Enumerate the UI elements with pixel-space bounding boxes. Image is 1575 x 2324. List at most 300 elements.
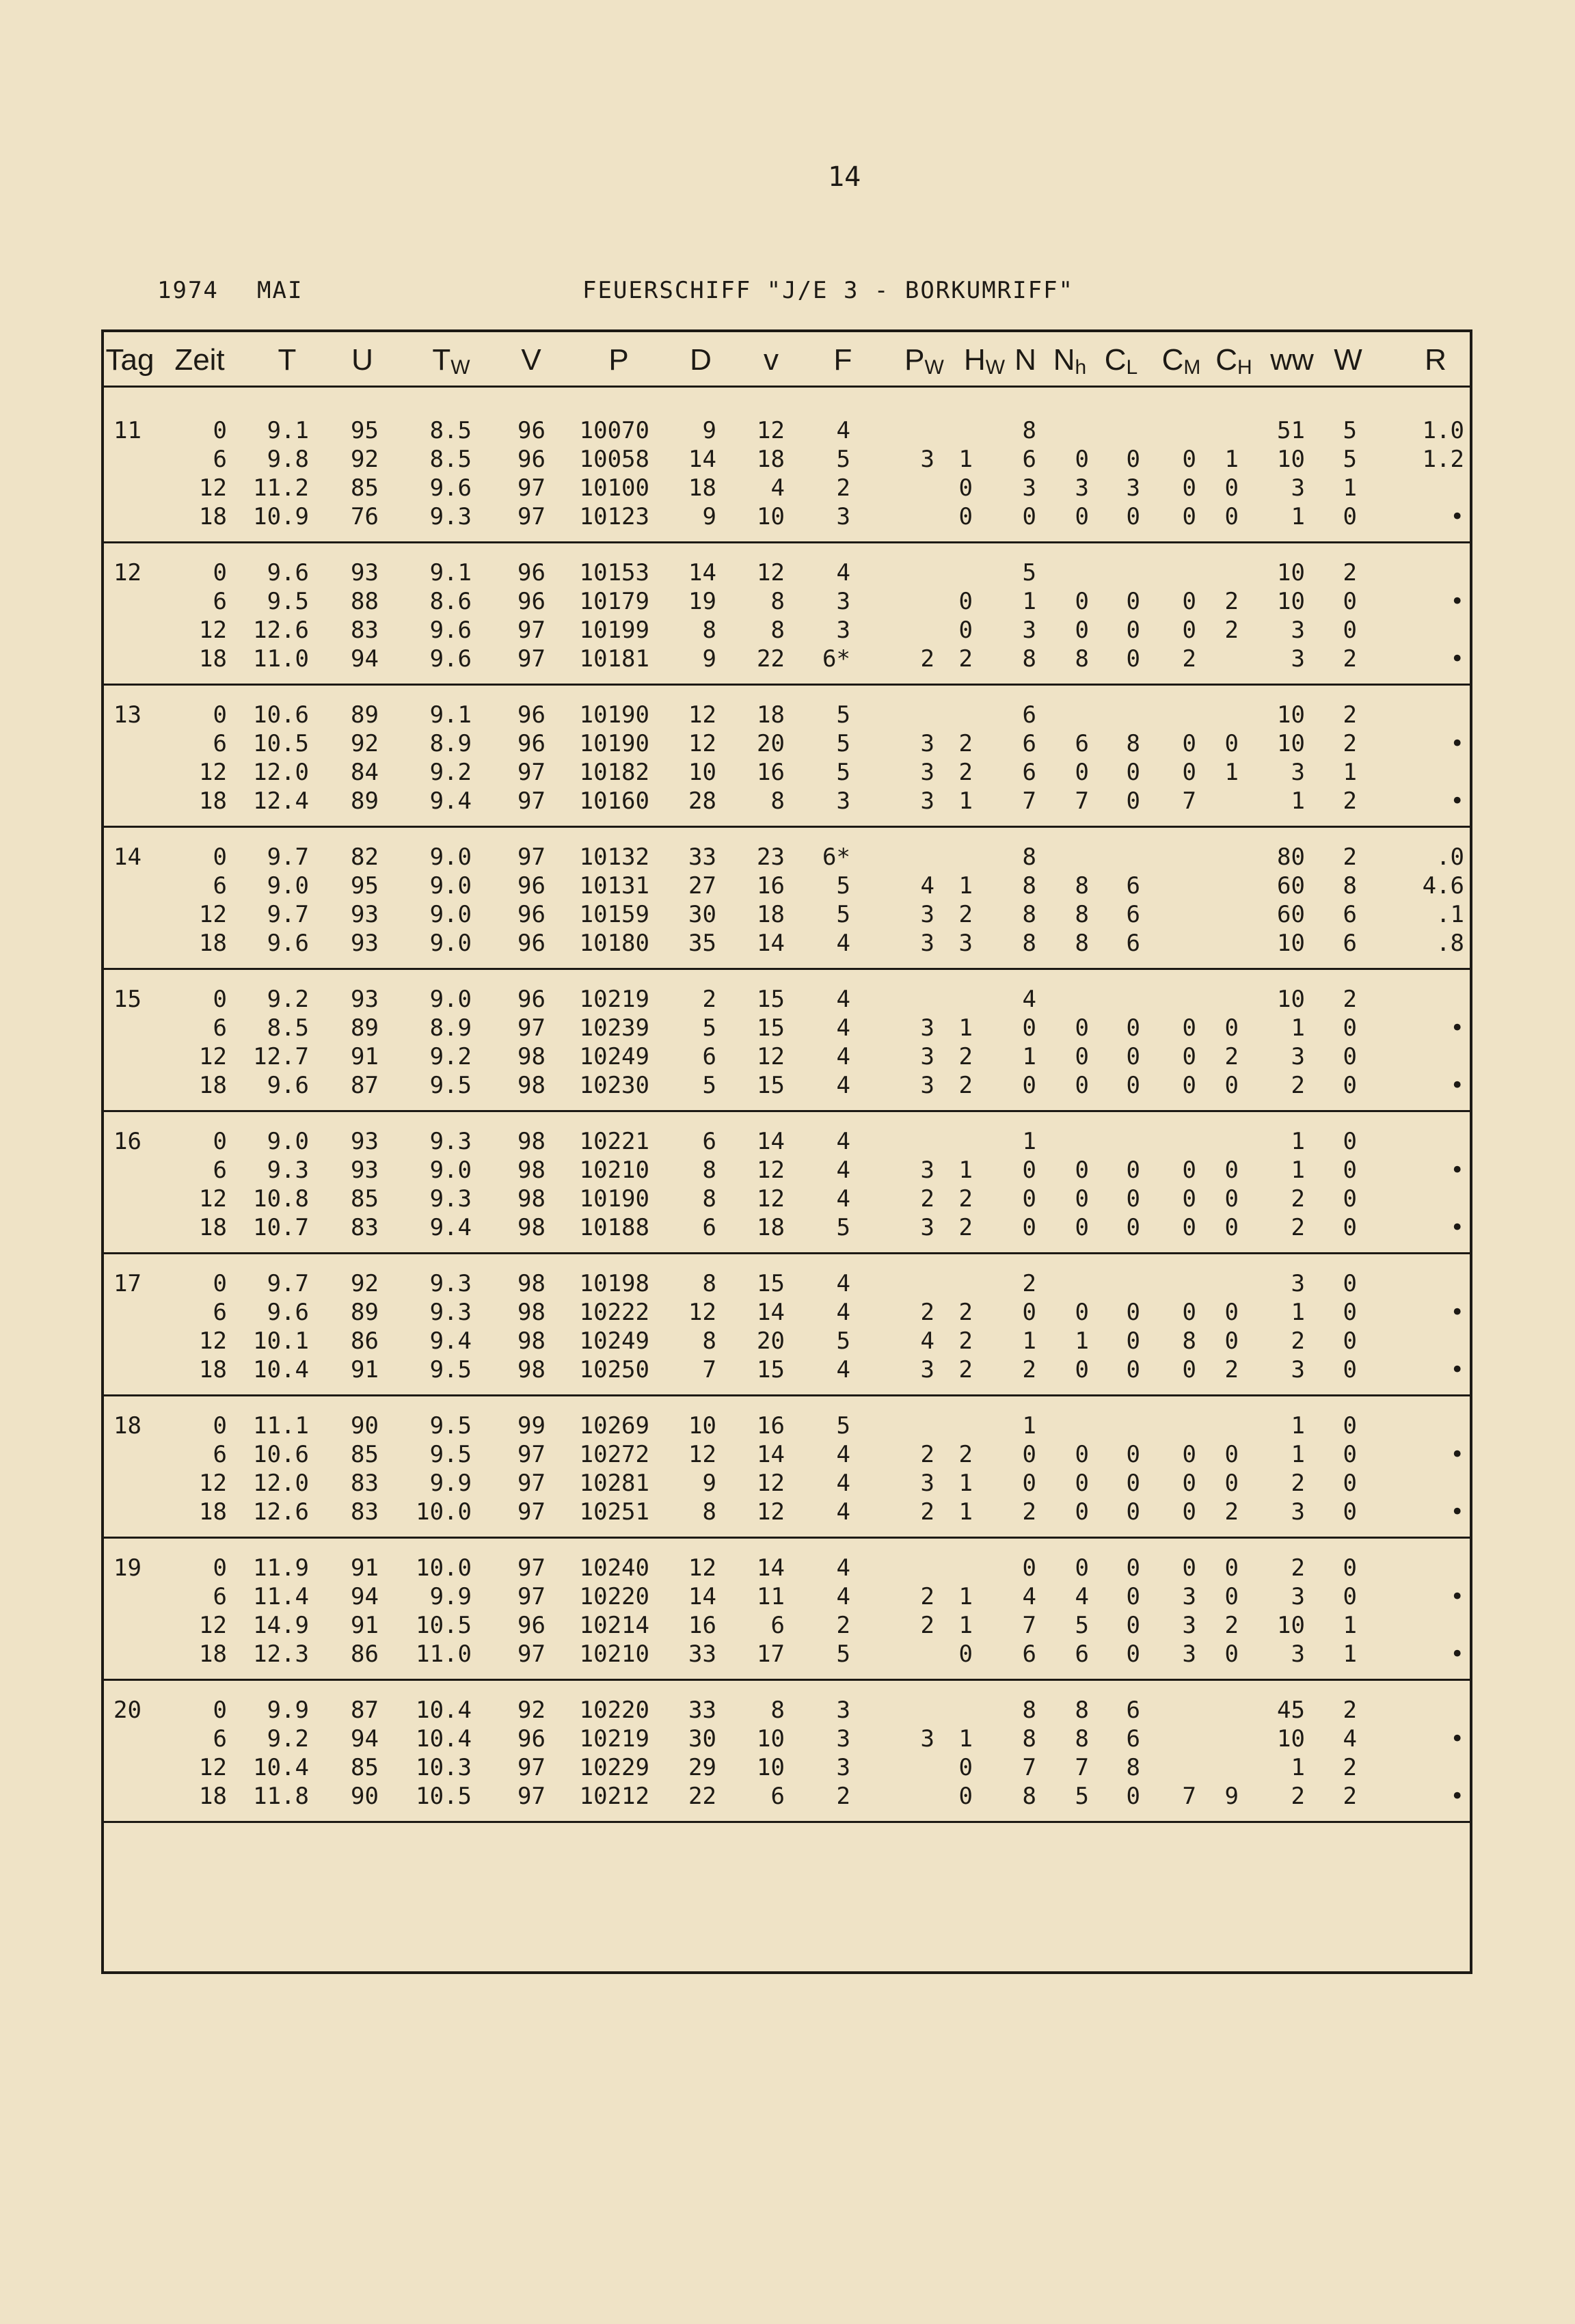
cell-zeit: 6 [213, 872, 227, 900]
cell-d: 14 [688, 446, 716, 473]
cell-v-speed: 15 [757, 1356, 785, 1383]
cell-cl: 0 [1126, 1441, 1140, 1468]
cell-nh: 7 [1075, 1754, 1089, 1781]
cell-t: 10.9 [253, 503, 309, 530]
cell-tag: 16 [113, 1128, 142, 1155]
cell-v-speed: 6 [770, 1783, 785, 1810]
cell-cl: 3 [1126, 474, 1140, 502]
cell-n: 2 [1022, 1270, 1036, 1297]
cell-v: 97 [517, 474, 546, 502]
cell-nh: 0 [1075, 503, 1089, 530]
cell-ww: 1 [1291, 1157, 1305, 1184]
header-title: FEUERSCHIFF "J/E 3 - BORKUMRIFF" [582, 277, 1075, 304]
cell-p: 10272 [579, 1441, 649, 1468]
cell-tw: 9.6 [429, 645, 472, 673]
cell-cm: 0 [1182, 1072, 1196, 1099]
cell-hw: 0 [958, 474, 973, 502]
row-divider [101, 1821, 1472, 1823]
cell-f: 3 [836, 617, 850, 644]
cell-t: 12.0 [253, 1470, 309, 1497]
cell-hw: 2 [958, 901, 973, 928]
cell-p: 10220 [579, 1697, 649, 1724]
cell-ww: 45 [1277, 1697, 1305, 1724]
cell-t: 12.7 [253, 1043, 309, 1070]
cell-cl: 6 [1126, 872, 1140, 900]
cell-hw: 2 [958, 1441, 973, 1468]
cell-tw: 9.2 [429, 759, 472, 786]
cell-tw: 9.0 [429, 901, 472, 928]
cell-ww: 2 [1291, 1327, 1305, 1355]
cell-t: 10.7 [253, 1214, 309, 1241]
cell-u: 92 [351, 446, 379, 473]
cell-w: 0 [1343, 503, 1357, 530]
cell-f: 4 [836, 1470, 850, 1497]
cell-u: 89 [351, 1299, 379, 1326]
cell-w: 0 [1343, 1157, 1357, 1184]
cell-ww: 3 [1291, 759, 1305, 786]
cell-v: 96 [517, 446, 546, 473]
column-header-label: v [764, 343, 779, 377]
cell-p: 10230 [579, 1072, 649, 1099]
cell-t: 11.8 [253, 1783, 309, 1810]
cell-d: 12 [688, 1299, 716, 1326]
cell-n: 0 [1022, 1014, 1036, 1042]
cell-cm: 3 [1182, 1612, 1196, 1639]
cell-hw: 0 [958, 1754, 973, 1781]
cell-zeit: 18 [199, 787, 227, 815]
cell-pw: 4 [920, 872, 934, 900]
cell-t: 10.1 [253, 1327, 309, 1355]
cell-d: 16 [688, 1612, 716, 1639]
cell-pw: 3 [920, 1725, 934, 1753]
cell-ch: 0 [1224, 730, 1239, 757]
cell-cl: 0 [1126, 1783, 1140, 1810]
cell-r: • [1450, 1356, 1464, 1383]
column-header-label: P [608, 343, 629, 377]
cell-hw: 1 [958, 1014, 973, 1042]
cell-p: 10070 [579, 417, 649, 444]
cell-u: 87 [351, 1697, 379, 1724]
column-header-t [246, 343, 328, 377]
cell-cl: 6 [1126, 1725, 1140, 1753]
cell-tw: 9.9 [429, 1470, 472, 1497]
cell-v: 98 [517, 1157, 546, 1184]
cell-v: 97 [517, 617, 546, 644]
cell-f: 5 [836, 730, 850, 757]
cell-d: 6 [702, 1128, 716, 1155]
row-divider [101, 968, 1472, 970]
cell-ch: 0 [1224, 1327, 1239, 1355]
cell-nh: 0 [1075, 1356, 1089, 1383]
cell-hw: 1 [958, 1725, 973, 1753]
cell-nh: 0 [1075, 1072, 1089, 1099]
cell-u: 85 [351, 1441, 379, 1468]
cell-w: 0 [1343, 1299, 1357, 1326]
cell-pw: 4 [920, 1327, 934, 1355]
cell-u: 91 [351, 1043, 379, 1070]
row-divider [101, 386, 1472, 388]
cell-ww: 1 [1291, 1441, 1305, 1468]
cell-ww: 1 [1291, 1128, 1305, 1155]
cell-hw: 1 [958, 787, 973, 815]
cell-ww: 3 [1291, 1498, 1305, 1526]
cell-tw: 9.0 [429, 986, 472, 1013]
cell-cl: 0 [1126, 1299, 1140, 1326]
cell-w: 5 [1343, 446, 1357, 473]
cell-u: 92 [351, 1270, 379, 1297]
cell-nh: 6 [1075, 730, 1089, 757]
cell-nh: 1 [1075, 1327, 1089, 1355]
cell-v-speed: 18 [757, 446, 785, 473]
cell-d: 27 [688, 872, 716, 900]
cell-u: 91 [351, 1612, 379, 1639]
cell-cl: 0 [1126, 1043, 1140, 1070]
cell-u: 89 [351, 787, 379, 815]
cell-tw: 9.3 [429, 1270, 472, 1297]
cell-hw: 3 [958, 930, 973, 957]
cell-tw: 8.9 [429, 1014, 472, 1042]
cell-tw: 8.5 [429, 417, 472, 444]
column-header-label: D [690, 343, 712, 377]
column-header-label: V [521, 343, 541, 377]
cell-w: 0 [1343, 588, 1357, 615]
cell-ww: 1 [1291, 1754, 1305, 1781]
cell-zeit: 12 [199, 759, 227, 786]
cell-f: 4 [836, 559, 850, 586]
cell-ww: 10 [1277, 701, 1305, 729]
column-header-label: N [1014, 343, 1036, 377]
cell-tag: 19 [113, 1554, 142, 1582]
cell-f: 4 [836, 986, 850, 1013]
cell-n: 0 [1022, 1554, 1036, 1582]
cell-cl: 6 [1126, 1697, 1140, 1724]
cell-pw: 3 [920, 930, 934, 957]
cell-n: 8 [1022, 901, 1036, 928]
cell-ch: 1 [1224, 759, 1239, 786]
cell-zeit: 12 [199, 1327, 227, 1355]
cell-v: 92 [517, 1697, 546, 1724]
column-header-label: P [904, 343, 925, 377]
cell-v: 96 [517, 901, 546, 928]
cell-n: 2 [1022, 1356, 1036, 1383]
cell-ww: 3 [1291, 617, 1305, 644]
cell-r: • [1450, 588, 1464, 615]
cell-cm: 0 [1182, 503, 1196, 530]
cell-d: 10 [688, 759, 716, 786]
cell-tw: 8.5 [429, 446, 472, 473]
cell-n: 7 [1022, 1754, 1036, 1781]
cell-w: 2 [1343, 1783, 1357, 1810]
cell-w: 5 [1343, 417, 1357, 444]
column-header-v-speed [730, 343, 812, 377]
cell-f: 4 [836, 1157, 850, 1184]
cell-n: 8 [1022, 930, 1036, 957]
cell-ww: 10 [1277, 1725, 1305, 1753]
cell-ww: 60 [1277, 872, 1305, 900]
cell-tw: 9.4 [429, 1214, 472, 1241]
cell-v-speed: 6 [770, 1612, 785, 1639]
cell-p: 10249 [579, 1043, 649, 1070]
cell-v-speed: 20 [757, 1327, 785, 1355]
cell-cl: 0 [1126, 1014, 1140, 1042]
cell-f: 5 [836, 872, 850, 900]
cell-zeit: 12 [199, 1043, 227, 1070]
cell-v: 97 [517, 759, 546, 786]
cell-cl: 0 [1126, 1612, 1140, 1639]
cell-f: 5 [836, 1640, 850, 1668]
cell-d: 19 [688, 588, 716, 615]
cell-t: 9.9 [267, 1697, 309, 1724]
cell-t: 10.4 [253, 1356, 309, 1383]
cell-p: 10190 [579, 701, 649, 729]
cell-v: 98 [517, 1327, 546, 1355]
cell-n: 8 [1022, 645, 1036, 673]
cell-ch: 2 [1224, 1612, 1239, 1639]
cell-r: • [1450, 1214, 1464, 1241]
cell-cm: 0 [1182, 730, 1196, 757]
cell-hw: 1 [958, 1498, 973, 1526]
cell-ch: 0 [1224, 1583, 1239, 1610]
cell-u: 84 [351, 759, 379, 786]
cell-r: • [1450, 1014, 1464, 1042]
cell-f: 3 [836, 588, 850, 615]
cell-ww: 2 [1291, 1214, 1305, 1241]
cell-p: 10222 [579, 1299, 649, 1326]
cell-t: 9.0 [267, 872, 309, 900]
cell-zeit: 18 [199, 1640, 227, 1668]
cell-n: 4 [1022, 986, 1036, 1013]
cell-cm: 3 [1182, 1640, 1196, 1668]
cell-v: 97 [517, 1583, 546, 1610]
cell-p: 10132 [579, 843, 649, 871]
cell-w: 2 [1343, 1697, 1357, 1724]
cell-cm: 0 [1182, 474, 1196, 502]
cell-f: 4 [836, 1270, 850, 1297]
cell-v-speed: 8 [770, 1697, 785, 1724]
cell-zeit: 6 [213, 588, 227, 615]
cell-cl: 6 [1126, 930, 1140, 957]
cell-zeit: 0 [213, 1697, 227, 1724]
cell-v-speed: 17 [757, 1640, 785, 1668]
cell-zeit: 6 [213, 1157, 227, 1184]
cell-cm: 7 [1182, 787, 1196, 815]
cell-w: 0 [1343, 1470, 1357, 1497]
cell-t: 9.3 [267, 1157, 309, 1184]
cell-d: 9 [702, 1470, 716, 1497]
column-header-subscript: h [1075, 356, 1087, 379]
column-header-v [490, 343, 572, 377]
cell-v: 98 [517, 1214, 546, 1241]
cell-p: 10131 [579, 872, 649, 900]
cell-v: 96 [517, 417, 546, 444]
cell-zeit: 12 [199, 617, 227, 644]
cell-t: 12.6 [253, 617, 309, 644]
column-header-label: Zeit [174, 343, 225, 377]
cell-p: 10220 [579, 1583, 649, 1610]
cell-ch: 0 [1224, 1299, 1239, 1326]
cell-t: 11.2 [253, 474, 309, 502]
cell-pw: 2 [920, 645, 934, 673]
cell-cl: 0 [1126, 1157, 1140, 1184]
cell-v-speed: 18 [757, 901, 785, 928]
cell-hw: 2 [958, 1043, 973, 1070]
cell-ww: 3 [1291, 1640, 1305, 1668]
cell-nh: 8 [1075, 901, 1089, 928]
cell-v-speed: 16 [757, 872, 785, 900]
cell-tw: 9.3 [429, 1185, 472, 1213]
cell-cl: 8 [1126, 730, 1140, 757]
cell-hw: 0 [958, 617, 973, 644]
cell-t: 10.8 [253, 1185, 309, 1213]
cell-d: 8 [702, 1498, 716, 1526]
cell-p: 10210 [579, 1157, 649, 1184]
cell-t: 9.6 [267, 559, 309, 586]
cell-tag: 18 [113, 1412, 142, 1440]
cell-hw: 1 [958, 1157, 973, 1184]
cell-d: 22 [688, 1783, 716, 1810]
cell-tw: 9.0 [429, 930, 472, 957]
cell-zeit: 18 [199, 645, 227, 673]
cell-d: 28 [688, 787, 716, 815]
row-divider [101, 1252, 1472, 1254]
cell-r: 4.6 [1422, 872, 1464, 900]
cell-cm: 0 [1182, 446, 1196, 473]
cell-t: 12.4 [253, 787, 309, 815]
cell-d: 33 [688, 843, 716, 871]
cell-v-speed: 12 [757, 559, 785, 586]
cell-cl: 0 [1126, 1214, 1140, 1241]
cell-f: 4 [836, 1554, 850, 1582]
cell-ww: 2 [1291, 1072, 1305, 1099]
cell-p: 10180 [579, 930, 649, 957]
cell-n: 7 [1022, 1612, 1036, 1639]
cell-p: 10250 [579, 1356, 649, 1383]
cell-ww: 51 [1277, 417, 1305, 444]
cell-zeit: 6 [213, 1725, 227, 1753]
cell-v-speed: 14 [757, 1554, 785, 1582]
cell-zeit: 12 [199, 1612, 227, 1639]
cell-t: 10.6 [253, 1441, 309, 1468]
cell-v: 96 [517, 1725, 546, 1753]
cell-nh: 0 [1075, 759, 1089, 786]
cell-f: 6* [822, 843, 850, 871]
cell-d: 12 [688, 1441, 716, 1468]
cell-r: • [1450, 1441, 1464, 1468]
cell-ww: 10 [1277, 559, 1305, 586]
cell-v-speed: 20 [757, 730, 785, 757]
cell-u: 86 [351, 1640, 379, 1668]
cell-ch: 0 [1224, 1072, 1239, 1099]
cell-f: 4 [836, 1043, 850, 1070]
cell-f: 3 [836, 1697, 850, 1724]
cell-hw: 0 [958, 503, 973, 530]
cell-nh: 5 [1075, 1612, 1089, 1639]
cell-r: • [1450, 1498, 1464, 1526]
cell-ww: 10 [1277, 1612, 1305, 1639]
cell-u: 89 [351, 1014, 379, 1042]
cell-nh: 0 [1075, 1498, 1089, 1526]
cell-v: 97 [517, 1441, 546, 1468]
column-header-subscript: M [1183, 356, 1201, 379]
cell-cl: 0 [1126, 1327, 1140, 1355]
cell-p: 10281 [579, 1470, 649, 1497]
cell-w: 0 [1343, 1412, 1357, 1440]
cell-u: 90 [351, 1412, 379, 1440]
cell-zeit: 0 [213, 559, 227, 586]
cell-ch: 2 [1224, 617, 1239, 644]
cell-zeit: 0 [213, 1412, 227, 1440]
cell-w: 1 [1343, 474, 1357, 502]
cell-f: 5 [836, 446, 850, 473]
column-header-u [321, 343, 403, 377]
cell-v: 98 [517, 1270, 546, 1297]
cell-tw: 9.0 [429, 1157, 472, 1184]
column-header-label: F [833, 343, 852, 377]
cell-d: 8 [702, 1157, 716, 1184]
cell-p: 10239 [579, 1014, 649, 1042]
cell-hw: 0 [958, 1640, 973, 1668]
cell-u: 94 [351, 1583, 379, 1610]
column-header-zeit [159, 343, 241, 377]
cell-cm: 8 [1182, 1327, 1196, 1355]
cell-v-speed: 12 [757, 1470, 785, 1497]
cell-ww: 1 [1291, 1014, 1305, 1042]
column-header-tw [410, 343, 492, 377]
cell-u: 85 [351, 474, 379, 502]
cell-d: 9 [702, 503, 716, 530]
cell-tw: 9.0 [429, 872, 472, 900]
cell-pw: 2 [920, 1498, 934, 1526]
cell-nh: 0 [1075, 1185, 1089, 1213]
cell-nh: 8 [1075, 645, 1089, 673]
cell-n: 8 [1022, 417, 1036, 444]
cell-ww: 3 [1291, 645, 1305, 673]
cell-p: 10269 [579, 1412, 649, 1440]
cell-d: 6 [702, 1214, 716, 1241]
cell-nh: 0 [1075, 1157, 1089, 1184]
cell-t: 9.0 [267, 1128, 309, 1155]
cell-w: 0 [1343, 1128, 1357, 1155]
cell-v-speed: 10 [757, 1725, 785, 1753]
cell-n: 0 [1022, 1299, 1036, 1326]
cell-v: 97 [517, 1783, 546, 1810]
cell-n: 8 [1022, 843, 1036, 871]
cell-cm: 0 [1182, 759, 1196, 786]
cell-p: 10199 [579, 617, 649, 644]
cell-n: 1 [1022, 1043, 1036, 1070]
cell-u: 83 [351, 1214, 379, 1241]
cell-r: • [1450, 1583, 1464, 1610]
cell-d: 8 [702, 1327, 716, 1355]
cell-w: 0 [1343, 1583, 1357, 1610]
cell-w: 1 [1343, 1612, 1357, 1639]
cell-t: 10.6 [253, 701, 309, 729]
cell-tw: 10.5 [416, 1783, 472, 1810]
cell-hw: 2 [958, 1356, 973, 1383]
cell-ch: 0 [1224, 503, 1239, 530]
cell-ww: 3 [1291, 474, 1305, 502]
cell-tw: 9.6 [429, 617, 472, 644]
cell-v: 98 [517, 1185, 546, 1213]
cell-pw: 2 [920, 1299, 934, 1326]
cell-tw: 9.3 [429, 1299, 472, 1326]
cell-zeit: 0 [213, 986, 227, 1013]
cell-nh: 0 [1075, 588, 1089, 615]
cell-v: 97 [517, 1554, 546, 1582]
cell-u: 93 [351, 930, 379, 957]
cell-f: 5 [836, 1214, 850, 1241]
cell-pw: 3 [920, 1043, 934, 1070]
